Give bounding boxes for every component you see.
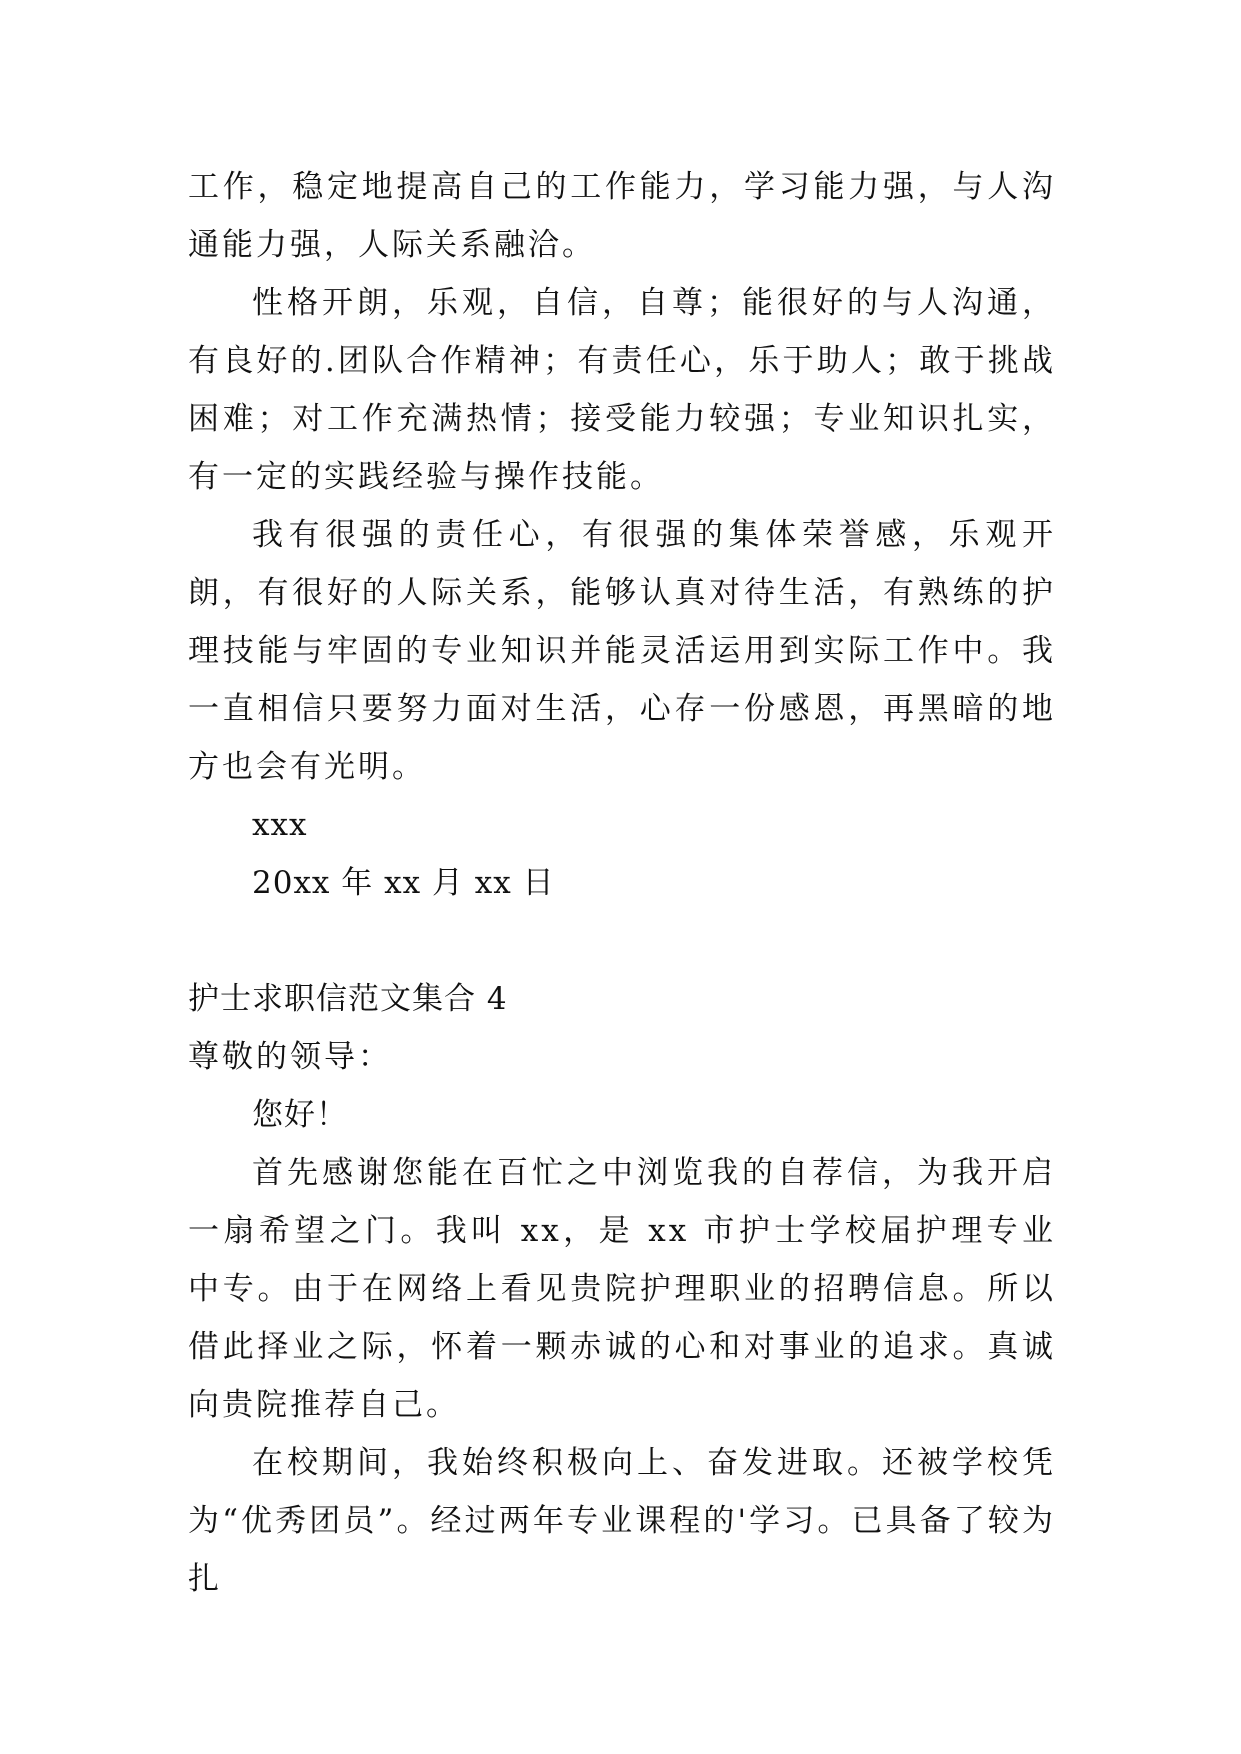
- paragraph-school-period: 在校期间，我始终积极向上、奋发进取。还被学校凭为“优秀团员”。经过两年专业课程的'学习。已具备了较为扎: [188, 1445, 1056, 1597]
- document-body: [188, 158, 1056, 1608]
- salutation: 尊敬的领导：: [188, 1039, 392, 1075]
- signature-name: xxx: [252, 807, 308, 843]
- paragraph-introduction: 首先感谢您能在百忙之中浏览我的自荐信，为我开启一扇希望之门。我叫 xx，是 xx 市护士学校届护理专业中专。由于在网络上看见贵院护理职业的招聘信息。所以借此择业之际，怀着一颗赤诚的心和对事业的追求。真诚向贵院推荐自己。: [188, 1155, 1056, 1423]
- paragraph-responsibility: 我有很强的责任心，有很强的集体荣誉感，乐观开朗，有很好的人际关系，能够认真对待生活，有熟练的护理技能与牢固的专业知识并能灵活运用到实际工作中。我一直相信只要努力面对生活，心存一份感恩，再黑暗的地方也会有光明。: [188, 517, 1056, 785]
- greeting: 您好！: [252, 1097, 348, 1133]
- signature-date: 20xx 年 xx 月 xx 日: [252, 865, 555, 901]
- paragraph-continuation: 工作，稳定地提高自己的工作能力，学习能力强，与人沟通能力强，人际关系融洽。: [188, 169, 1056, 263]
- section-heading: 护士求职信范文集合 4: [188, 981, 508, 1017]
- paragraph-personality: 性格开朗，乐观，自信，自尊；能很好的与人沟通，有良好的.团队合作精神；有责任心，乐于助人；敢于挑战困难；对工作充满热情；接受能力较强；专业知识扎实，有一定的实践经验与操作技能。: [188, 285, 1056, 495]
